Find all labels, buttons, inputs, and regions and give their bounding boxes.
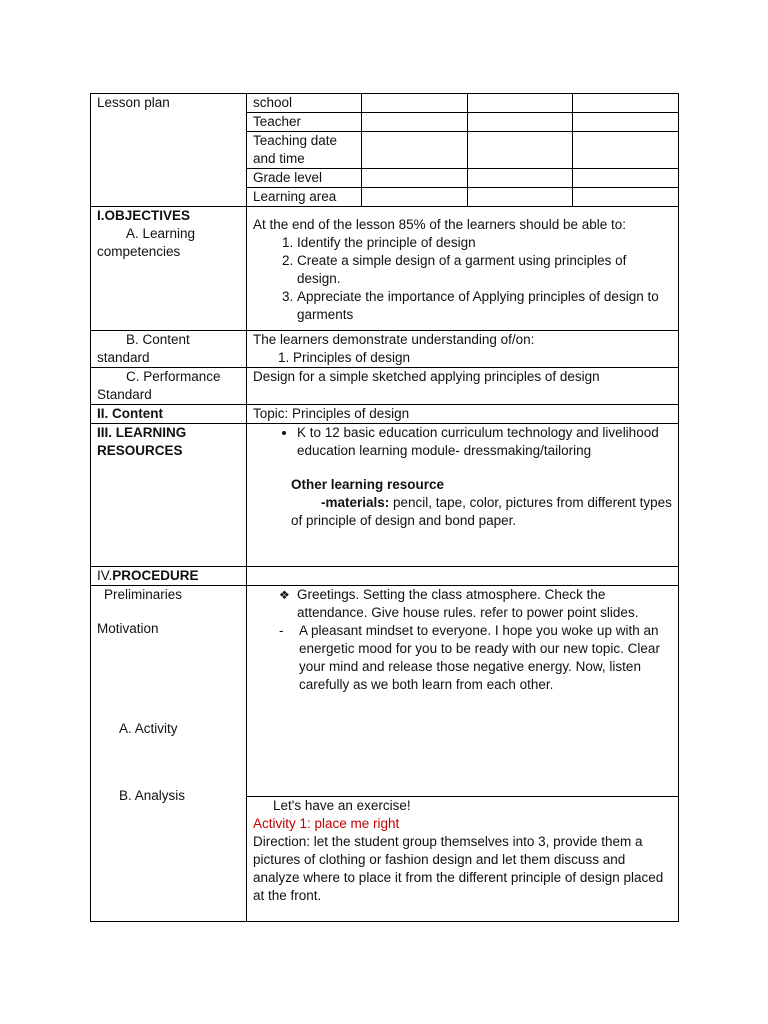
diamond-bullet-icon: ❖	[279, 588, 290, 602]
performance-standard-text: Design for a simple sketched applying principles of design	[247, 368, 679, 405]
teaching-date-label	[247, 132, 362, 169]
performance-standard-row	[91, 368, 679, 405]
content-standard-list	[253, 349, 672, 367]
objectives-intro: At the end of the lesson 85% of the learners should be able to:	[253, 217, 627, 232]
resources-list	[253, 424, 672, 460]
procedure-label-prefix: IV.	[97, 568, 113, 583]
content-standard-cell	[247, 331, 679, 368]
content-row	[91, 405, 679, 424]
content-label: II. Content	[91, 405, 247, 424]
procedure-row	[91, 567, 679, 586]
procedure-label	[91, 567, 247, 586]
motivation-label: Motivation	[97, 621, 159, 636]
date-cell	[468, 132, 573, 169]
header-row-school	[91, 94, 679, 113]
preliminaries-content-cell	[247, 586, 679, 797]
lesson-plan-table	[90, 93, 679, 922]
list-item	[277, 586, 672, 622]
greetings-text: Greetings. Setting the class atmosphere. Check the attendance. Give house rules. refer to power point slides.	[297, 587, 639, 620]
area-cell	[573, 188, 679, 207]
preliminaries-label: Preliminaries	[104, 587, 183, 602]
objectives-row	[91, 207, 679, 331]
list-item: 1. Identify the principle of design	[297, 234, 672, 252]
area-cell	[468, 188, 573, 207]
date-label-line1: Teaching date	[253, 133, 338, 148]
date-cell	[362, 132, 468, 169]
other-resources-heading: Other learning resource	[291, 477, 445, 492]
date-cell	[573, 132, 679, 169]
materials-text	[291, 494, 672, 530]
learning-resources-row	[91, 424, 679, 567]
mindset-list	[253, 622, 672, 694]
learning-competencies-label: A. Learning	[126, 226, 196, 241]
preliminaries-row	[91, 586, 679, 797]
learning-area-label: Learning area	[247, 188, 362, 207]
list-item: 2. Create a simple design of a garment using principles of design.	[297, 252, 672, 288]
performance-standard-label-cell	[91, 368, 247, 405]
list-item: 1. Principles of design	[293, 349, 672, 367]
teacher-cell	[573, 113, 679, 132]
grade-cell	[573, 169, 679, 188]
grade-cell	[362, 169, 468, 188]
performance-standard-label: C. Performance	[126, 369, 221, 384]
learning-resources-cell	[247, 424, 679, 567]
list-item	[277, 622, 672, 694]
date-label-line2: and time	[253, 151, 305, 166]
greetings-list	[253, 586, 672, 622]
activity-label: A. Activity	[119, 721, 178, 736]
content-standard-label-2: standard	[97, 350, 150, 365]
content-standard-row	[91, 331, 679, 368]
grade-cell	[468, 169, 573, 188]
content-standard-text: The learners demonstrate understanding of/on:	[253, 332, 535, 347]
exercise-intro: Let's have an exercise!	[273, 798, 411, 813]
objectives-list	[253, 234, 672, 324]
analysis-label: B. Analysis	[119, 788, 186, 803]
procedure-label-bold: PROCEDURE	[112, 568, 199, 583]
procedure-steps-cell	[91, 586, 247, 922]
teacher-cell	[362, 113, 468, 132]
school-cell	[362, 94, 468, 113]
list-item: • K to 12 basic education curriculum technology and livelihood education learning module- dressmaking/tailoring	[297, 424, 672, 460]
school-label: school	[247, 94, 362, 113]
other-resources	[253, 476, 672, 530]
learning-competencies-label-2: competencies	[97, 244, 181, 259]
activity-title: Activity 1: place me right	[253, 816, 400, 831]
learning-resources-label: III. LEARNING RESOURCES	[91, 424, 247, 567]
grade-level-label: Grade level	[247, 169, 362, 188]
lesson-plan-label: Lesson plan	[91, 94, 247, 207]
performance-standard-label-2: Standard	[97, 387, 152, 402]
list-item: 3. Appreciate the importance of Applying principles of design to garments	[297, 288, 672, 324]
content-standard-label: B. Content	[126, 332, 190, 347]
materials-value: pencil, tape, color, pictures from different types of principle of design and bond paper.	[291, 495, 672, 528]
direction-text: Direction: let the student group themselves into 3, provide them a pictures of clothing or fashion design and let them discuss and analyze where to place it from the different principle of design placed at the front.	[253, 834, 664, 903]
exercise-cell	[247, 797, 679, 922]
procedure-empty-cell	[247, 567, 679, 586]
school-cell	[573, 94, 679, 113]
materials-label: -materials:	[321, 495, 390, 510]
objectives-heading: I.OBJECTIVES	[97, 208, 191, 223]
mindset-text: A pleasant mindset to everyone. I hope you woke up with an energetic mood for you to be ready with our new topic. Clear your mind and release those negative energy. Now, listen carefully as we both learn from each other.	[299, 623, 660, 692]
dash-bullet-icon: -	[279, 623, 284, 638]
content-standard-label-cell	[91, 331, 247, 368]
area-cell	[362, 188, 468, 207]
objectives-content-cell	[247, 207, 679, 331]
objectives-label-cell	[91, 207, 247, 331]
content-topic: Topic: Principles of design	[247, 405, 679, 424]
teacher-cell	[468, 113, 573, 132]
teacher-label: Teacher	[247, 113, 362, 132]
school-cell	[468, 94, 573, 113]
